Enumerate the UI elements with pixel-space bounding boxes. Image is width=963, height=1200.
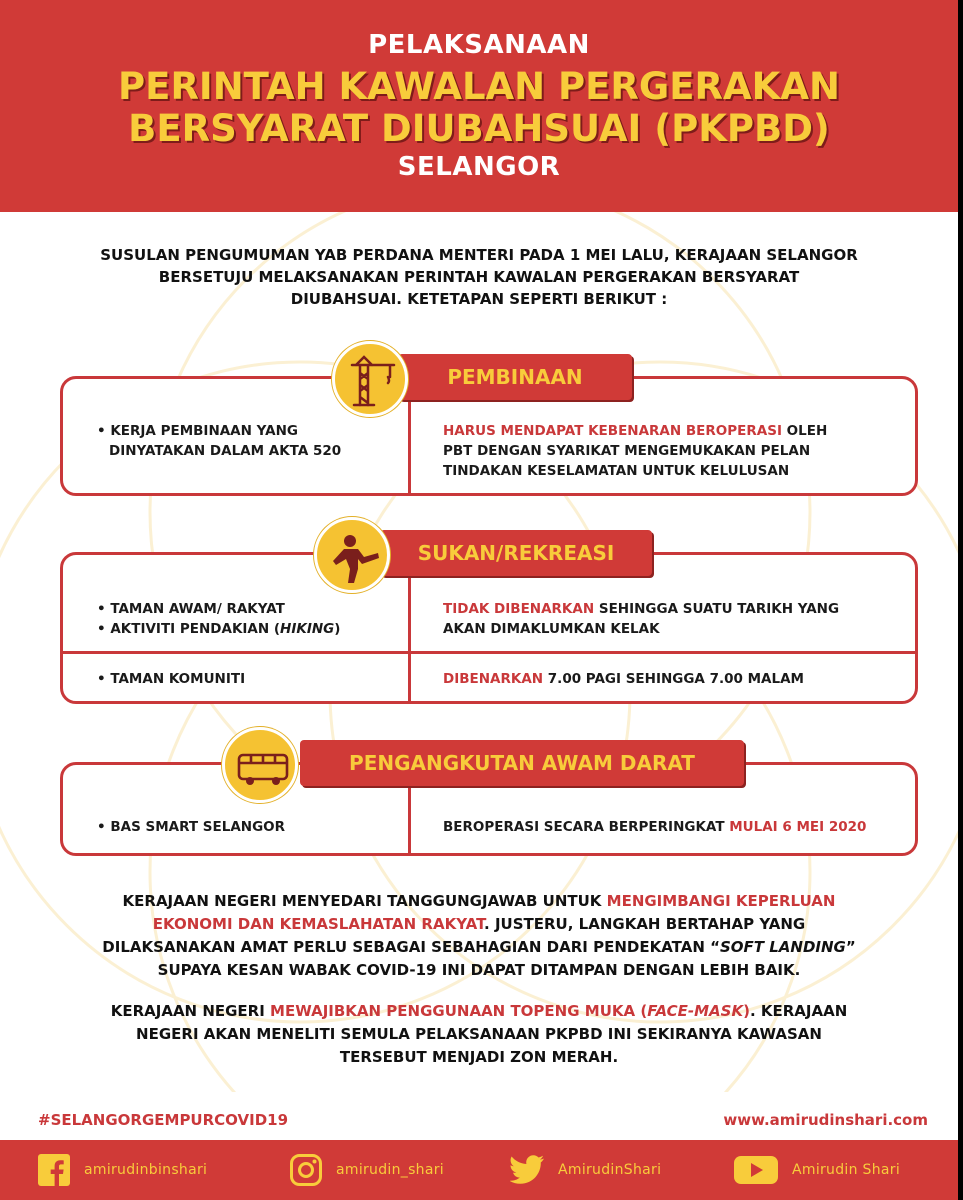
para2-line1-highlight: MEWAJIBKAN PENGGUNAAN TOPENG MUKA ( [270,1002,648,1020]
sukan-item-line2 [97,619,340,639]
para1-line3-italic: SOFT LANDING [719,938,846,956]
pembinaan-item [97,421,341,461]
instagram-icon [290,1154,322,1186]
para2-line1-italic: FACE-MASK [647,1002,744,1020]
crane-icon-glyph [346,355,400,409]
intro-line: BERSETUJU MELAKSANAKAN PERINTAH KAWALAN PERGERAKAN BERSYARAT [158,268,800,286]
website-link[interactable]: www.amirudinshari.com [723,1111,928,1129]
crane-icon [332,341,408,417]
intro-line: DIUBAHSUAI. KETETAPAN SEPERTI BERIKUT : [290,290,668,308]
badge-pengangkutan-label: PENGANGKUTAN AWAM DARAT [349,751,695,775]
bus-icon-glyph [236,741,290,795]
pembinaan-rule-line2: PBT DENGAN SYARIKAT MENGEMUKAKAN PELAN [443,443,811,459]
header-banner [0,0,958,212]
para1-line3-text: DILAKSANAKAN AMAT PERLU SEBAGAI SEBAHAGIAN DARI PENDEKATAN “ [102,938,720,956]
taman-komuniti-item: • TAMAN KOMUNITI [97,671,246,687]
youtube-handle: Amirudin Shari [792,1162,901,1178]
row-divider [63,651,915,654]
facebook-handle: amirudinbinshari [84,1162,208,1178]
instagram-handle: amirudin_shari [336,1162,444,1178]
bas-smart-item: • BAS SMART SELANGOR [97,819,286,835]
pembinaan-rule-line3: TINDAKAN KESELAMATAN UNTUK KELULUSAN [443,463,790,479]
para1-line1-text: KERAJAAN NEGERI MENYEDARI TANGGUNGJAWAB UNTUK [122,892,607,910]
header-title-line2: BERSYARAT DIUBAHSUAI (PKPBD) [128,107,830,150]
para2-line1-post: . KERAJAAN [749,1002,848,1020]
paragraph-balance [40,890,918,982]
taman-komuniti-rule [443,669,804,689]
header-pre: PELAKSANAAN [368,30,590,60]
header-title-line1: PERINTAH KAWALAN PERGERAKAN [118,65,840,108]
intro-line: SUSULAN PENGUMUMAN YAB PERDANA MENTERI PADA 1 MEI LALU, KERAJAAN SELANGOR [100,246,858,264]
sukan-item-line1: • TAMAN AWAM/ RAKYAT [97,601,285,617]
hashtag: #SELANGORGEMPURCOVID19 [38,1111,289,1129]
social-instagram[interactable] [290,1154,444,1186]
sukan-item [97,599,340,639]
pembinaan-rule-text: OLEH [781,423,828,439]
paragraph-face-mask [40,1000,918,1069]
youtube-icon [734,1154,778,1186]
badge-sukan-rekreasi [380,530,652,576]
badge-sukan-label: SUKAN/REKREASI [417,541,615,565]
bus-icon [222,727,298,803]
bas-smart-rule-highlight: MULAI 6 MEI 2020 [729,819,867,835]
social-facebook[interactable] [38,1154,207,1186]
pembinaan-item-line2: DINYATAKAN DALAM AKTA 520 [109,443,342,459]
pembinaan-rule [443,421,827,481]
image-edge [958,0,963,1200]
header-title [0,66,958,150]
social-youtube[interactable] [734,1154,900,1186]
intro-text [40,244,918,310]
twitter-handle: AmirudinShari [558,1162,662,1178]
badge-pembinaan [398,354,632,400]
column-divider [408,555,411,701]
exercise-person-icon [314,517,390,593]
para1-line1-highlight: MENGIMBANGI KEPERLUAN [606,892,836,910]
sukan-item-line2-post: ) [334,621,341,637]
para1-line2-highlight: EKONOMI DAN KEMASLAHATAN RAKYAT [152,915,485,933]
bas-smart-rule [443,817,866,837]
twitter-icon [510,1155,544,1185]
sukan-item-line2-pre: • AKTIVITI PENDAKIAN ( [97,621,281,637]
para1-line2-text: . JUSTERU, LANGKAH BERTAHAP YANG [484,915,806,933]
social-twitter[interactable] [510,1154,661,1186]
badge-pembinaan-label: PEMBINAAN [447,365,583,389]
bas-smart-rule-text: BEROPERASI SECARA BERPERINGKAT [443,819,730,835]
para1-line3-close: ” [845,938,856,956]
sukan-rule [443,599,839,639]
pembinaan-item-line1: • KERJA PEMBINAAN YANG [97,423,298,439]
taman-komuniti-text: 7.00 PAGI SEHINGGA 7.00 MALAM [543,671,804,687]
sukan-rule-line2: AKAN DIMAKLUMKAN KELAK [443,621,660,637]
pembinaan-rule-highlight: HARUS MENDAPAT KEBENARAN BEROPERASI [443,423,782,439]
para2-line3: TERSEBUT MENJADI ZON MERAH. [339,1048,619,1066]
exercise-person-icon-glyph [328,531,382,585]
facebook-icon [38,1154,70,1186]
sukan-item-line2-italic: HIKING [280,621,335,637]
header-state: SELANGOR [397,152,561,182]
badge-pengangkutan [300,740,744,786]
taman-komuniti-highlight: DIBENARKAN [443,671,544,687]
para2-line1-highlight-close: ) [743,1002,750,1020]
para2-line2: NEGERI AKAN MENELITI SEMULA PELAKSANAAN PKPBD INI SEKIRANYA KAWASAN [136,1025,822,1043]
para2-line1-text: KERAJAAN NEGERI [110,1002,271,1020]
para1-line4: SUPAYA KESAN WABAK COVID-19 INI DAPAT DITAMPAN DENGAN LEBIH BAIK. [157,961,801,979]
social-footer [0,1140,958,1200]
sukan-rule-highlight: TIDAK DIBENARKAN [443,601,595,617]
sukan-rule-text: SEHINGGA SUATU TARIKH YANG [594,601,840,617]
